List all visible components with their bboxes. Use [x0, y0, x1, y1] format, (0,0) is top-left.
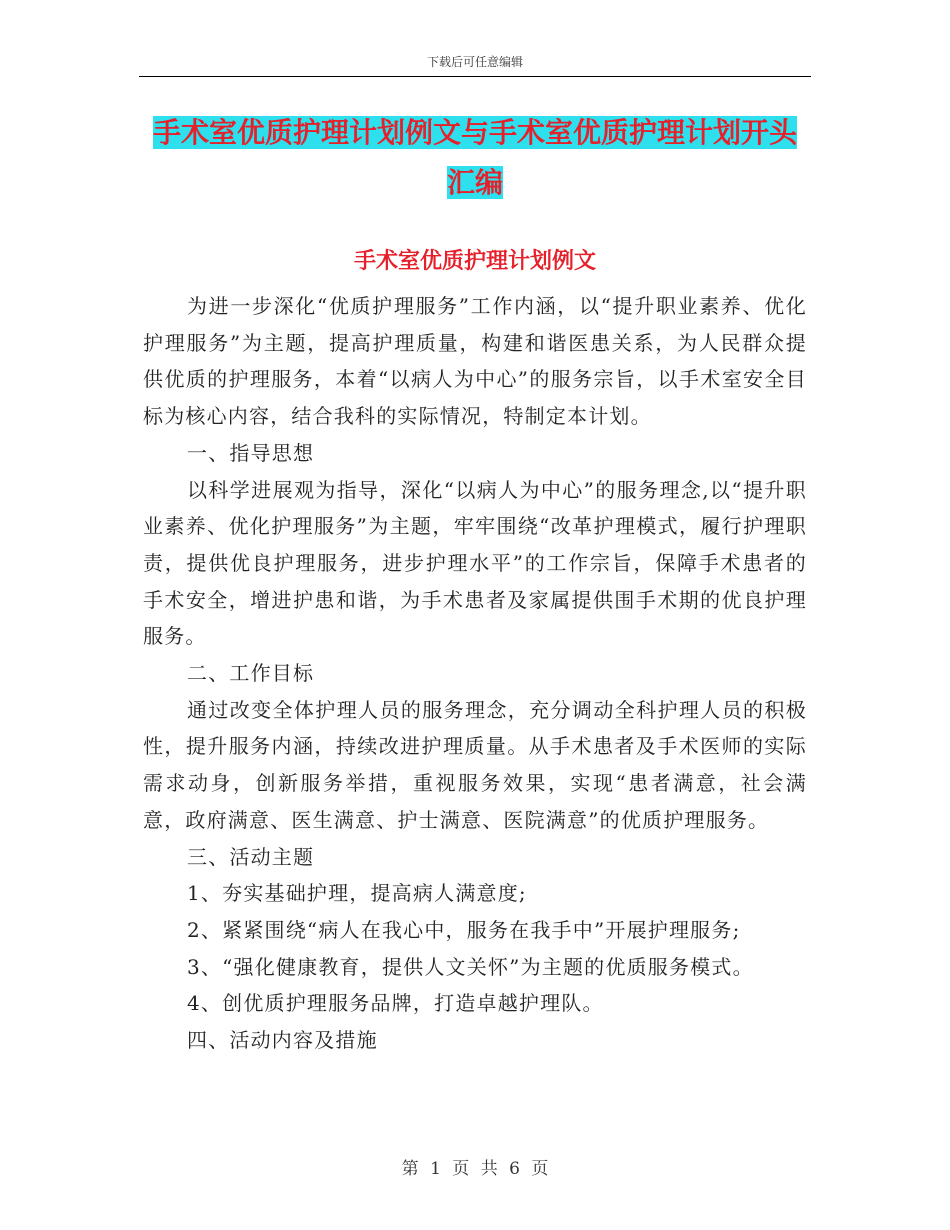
header-divider [139, 76, 811, 77]
document-body [143, 288, 807, 1059]
heading-activity-content: 四、活动内容及措施 [187, 1028, 378, 1053]
page-header-note: 下载后可任意编辑 [426, 55, 523, 69]
document-title [150, 108, 800, 208]
list-item: 3、“强化健康教育，提供人文关怀”为主题的优质服务模式。 [187, 954, 754, 979]
heading-work-goals: 二、工作目标 [187, 661, 315, 686]
list-item: 2、紧紧围绕“病人在我心中，服务在我手中”开展护理服务; [187, 917, 741, 942]
list-item: 4、创优质护理服务品牌，打造卓越护理队。 [187, 991, 604, 1016]
paragraph-guiding-ideology: 以科学进展观为指导，深化“以病人为中心”的服务理念,以“提升职业素养、优化护理服务”为主题，牢牢围绕“改革护理模式，履行护理职责，提供优良护理服务，进步护理水平”的工作宗旨，保障手术患者的手术安全，增进护患和谐，为手术患者及家属提供围手术期的优良护理服务。 [143, 477, 807, 649]
heading-activity-theme: 三、活动主题 [187, 844, 315, 869]
document-title-text: 手术室优质护理计划例文与手术室优质护理计划开头汇编 [152, 116, 797, 199]
page-number-footer: 第 1 页 共 6 页 [401, 1159, 549, 1179]
paragraph-work-goals: 通过改变全体护理人员的服务理念，充分调动全科护理人员的积极性，提升服务内涵，持续改进护理质量。从手术患者及手术医师的实际需求动身，创新服务举措，重视服务效果，实现“患者满意，社会满意，政府满意、医生满意、护士满意、医院满意”的优质护理服务。 [143, 697, 807, 832]
intro-paragraph: 为进一步深化“优质护理服务”工作内涵，以“提升职业素养、优化护理服务”为主题，提高护理质量，构建和谐医患关系，为人民群众提供优质的护理服务，本着“以病人为中心”的服务宗旨，以手术室安全目标为核心内容，结合我科的实际情况，特制定本计划。 [143, 294, 807, 429]
list-item: 1、夯实基础护理，提高病人满意度; [187, 881, 527, 906]
section-subtitle: 手术室优质护理计划例文 [353, 249, 596, 274]
heading-guiding-ideology: 一、指导思想 [187, 440, 315, 465]
